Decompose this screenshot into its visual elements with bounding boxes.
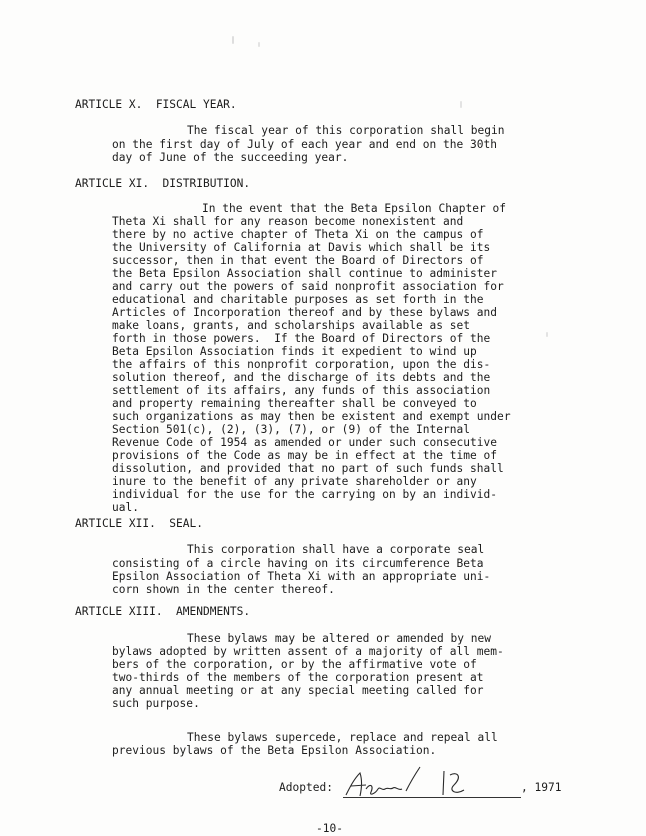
supersede-line: previous bylaws of the Beta Epsilon Association. — [112, 744, 437, 757]
article-xiii-line: such purpose. — [112, 697, 200, 710]
article-x-heading: ARTICLE X. FISCAL YEAR. — [75, 98, 237, 111]
article-xi-line: individual for the use for the carrying on by an individ- — [112, 488, 498, 501]
article-xi-line: Articles of Incorporation thereof and by these bylaws and — [112, 306, 498, 319]
article-x-line: The fiscal year of this corporation shall begin — [187, 124, 505, 137]
adopted-label: Adopted: — [279, 781, 334, 794]
article-xi-line: the University of California at Davis which shall be its — [112, 241, 491, 254]
article-xii-line: corn shown in the center thereof. — [112, 583, 335, 596]
adopted-year: , 1971 — [521, 781, 562, 794]
article-xi-line: ual. — [112, 501, 140, 514]
article-xi-line: provisions of the Code as may be in effect at the time of — [112, 449, 498, 462]
article-xii-line: Epsilon Association of Theta Xi with an appropriate uni- — [112, 570, 491, 583]
article-x-line: day of June of the succeeding year. — [112, 151, 349, 164]
article-xi-line: and carry out the powers of said nonprofit association for — [112, 280, 504, 293]
article-xiii-line: bylaws adopted by written assent of a majority of all mem- — [112, 645, 504, 658]
article-xiii-line: bers of the corporation, or by the affirmative vote of — [112, 658, 477, 671]
article-xi-line: settlement of its affairs, any funds of this association — [112, 384, 491, 397]
article-xii-line: consisting of a circle having on its circumference Beta — [112, 557, 484, 570]
article-xi-line: dissolution, and provided that no part of such funds shall — [112, 462, 504, 475]
article-xi-line: educational and charitable purposes as set forth in the — [112, 293, 484, 306]
article-xi-line: successor, then in that event the Board of Directors of — [112, 254, 484, 267]
article-xi-line: In the event that the Beta Epsilon Chapter of — [202, 202, 506, 215]
article-xi-line: make loans, grants, and scholarships available as set — [112, 319, 471, 332]
article-xi-line: inure to the benefit of any private shareholder or any — [112, 475, 477, 488]
article-xi-line: such organizations as may then be existent and exempt under — [112, 410, 511, 423]
article-xi-line: Section 501(c), (2), (3), (7), or (9) of the Internal — [112, 423, 471, 436]
article-xii-line: This corporation shall have a corporate seal — [187, 543, 485, 556]
article-xi-line: there by no active chapter of Theta Xi on the campus of — [112, 228, 484, 241]
article-xii-heading: ARTICLE XII. SEAL. — [75, 517, 203, 530]
article-xiii-line: two-thirds of the members of the corporation present at — [112, 671, 484, 684]
article-xiii-line: These bylaws may be altered or amended by new — [187, 632, 491, 645]
article-xi-line: the affairs of this nonprofit corporation, upon the dis- — [112, 358, 491, 371]
supersede-line: These bylaws supercede, replace and repeal all — [187, 731, 498, 744]
article-x-line: on the first day of July of each year and end on the 30th — [112, 138, 498, 151]
article-xi-line: Beta Epsilon Association finds it expedient to wind up — [112, 345, 477, 358]
scan-speck — [460, 101, 462, 108]
handwritten-date-signature — [340, 765, 520, 805]
scan-speck — [546, 332, 548, 337]
article-xiii-heading: ARTICLE XIII. AMENDMENTS. — [75, 605, 251, 618]
article-xi-line: forth in those powers. If the Board of Directors of the — [112, 332, 491, 345]
article-xi-line: Revenue Code of 1954 as amended or under such consecutive — [112, 436, 498, 449]
article-xiii-line: any annual meeting or at any special meeting called for — [112, 684, 484, 697]
article-xi-line: the Beta Epsilon Association shall continue to administer — [112, 267, 498, 280]
article-xi-line: Theta Xi shall for any reason become nonexistent and — [112, 215, 464, 228]
page-number: -10- — [316, 822, 344, 835]
scan-speck — [232, 36, 234, 44]
article-xi-heading: ARTICLE XI. DISTRIBUTION. — [75, 177, 251, 190]
article-xi-line: and property remaining thereafter shall be conveyed to — [112, 397, 477, 410]
scan-speck — [258, 42, 260, 47]
article-xi-line: solution thereof, and the discharge of its debts and the — [112, 371, 491, 384]
